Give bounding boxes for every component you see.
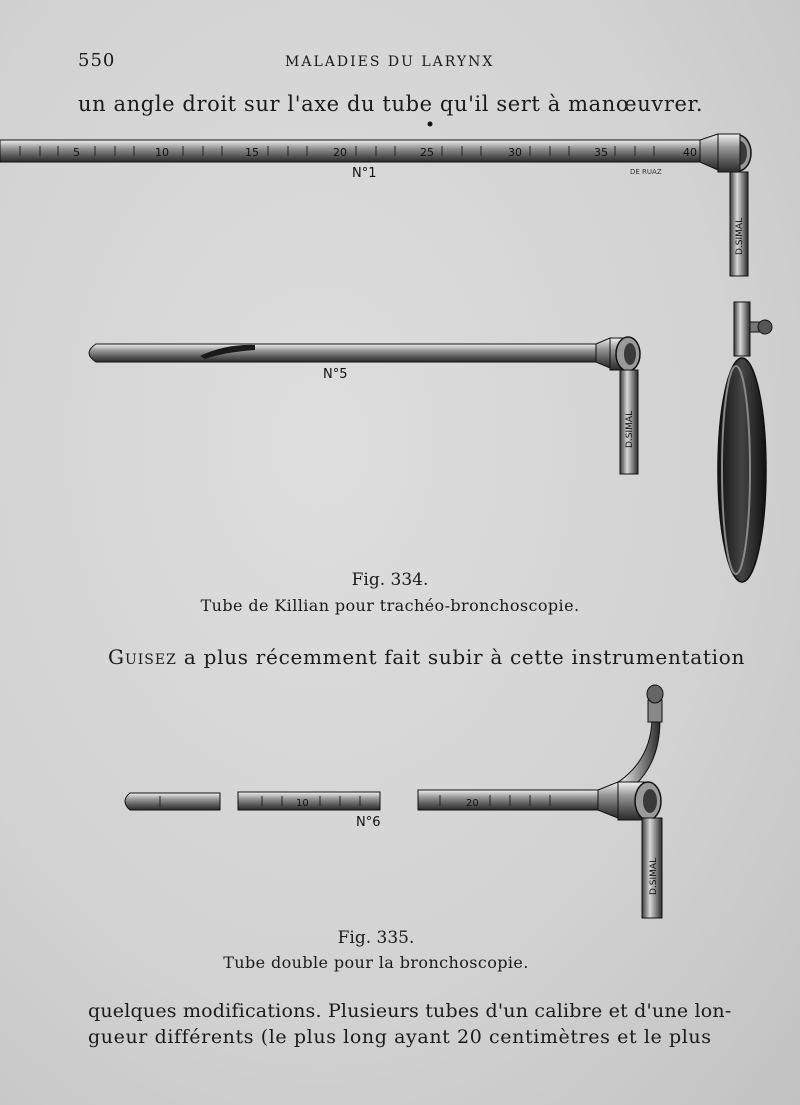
scale-mark: 15 xyxy=(245,146,259,159)
scale-mark: 20 xyxy=(333,146,347,159)
maker-stamp: D.SIMAL xyxy=(735,217,745,255)
body-text-line: un angle droit sur l'axe du tube qu'il sert à manœuvrer. xyxy=(78,92,704,116)
body-text-span: a plus récemment fait subir à cette instrumentation xyxy=(176,645,746,669)
body-text-line xyxy=(108,645,745,669)
scale-mark: 20 xyxy=(466,798,479,809)
svg-text:DE RUAZ: DE RUAZ xyxy=(630,168,662,176)
page-number: 550 xyxy=(78,50,116,71)
figure-number: Fig. 335. xyxy=(337,928,415,948)
tube-label: N°1 xyxy=(352,166,377,181)
scale-mark: 10 xyxy=(155,146,169,159)
maker-stamp: D.SIMAL xyxy=(649,857,659,895)
scale-mark: 35 xyxy=(594,146,608,159)
tube-n1 xyxy=(0,134,751,276)
figure-number: Fig. 334. xyxy=(351,570,429,590)
author-name: Guisez xyxy=(108,645,177,669)
tube-n5 xyxy=(89,337,640,474)
tube-label: N°6 xyxy=(356,815,381,830)
maker-stamp: D.SIMAL xyxy=(625,410,635,448)
tube-label: N°5 xyxy=(323,367,348,382)
tube-handle xyxy=(718,302,772,582)
body-text-line: quelques modifications. Plusieurs tubes d'un calibre et d'une lon- xyxy=(88,1000,732,1022)
tube-n6 xyxy=(125,685,663,918)
scale-mark: 30 xyxy=(508,146,522,159)
scale-mark: 25 xyxy=(420,146,434,159)
scale-mark: 10 xyxy=(296,798,309,809)
scale-mark: 40 xyxy=(683,146,697,159)
figure-caption: Tube double pour la bronchoscopie. xyxy=(223,953,529,972)
running-title: MALADIES DU LARYNX xyxy=(285,54,495,70)
scale-mark: 5 xyxy=(73,146,80,159)
figure-caption: Tube de Killian pour trachéo-bronchoscopie. xyxy=(200,596,580,615)
body-text-line: gueur différents (le plus long ayant 20 centimètres et le plus xyxy=(88,1026,712,1048)
